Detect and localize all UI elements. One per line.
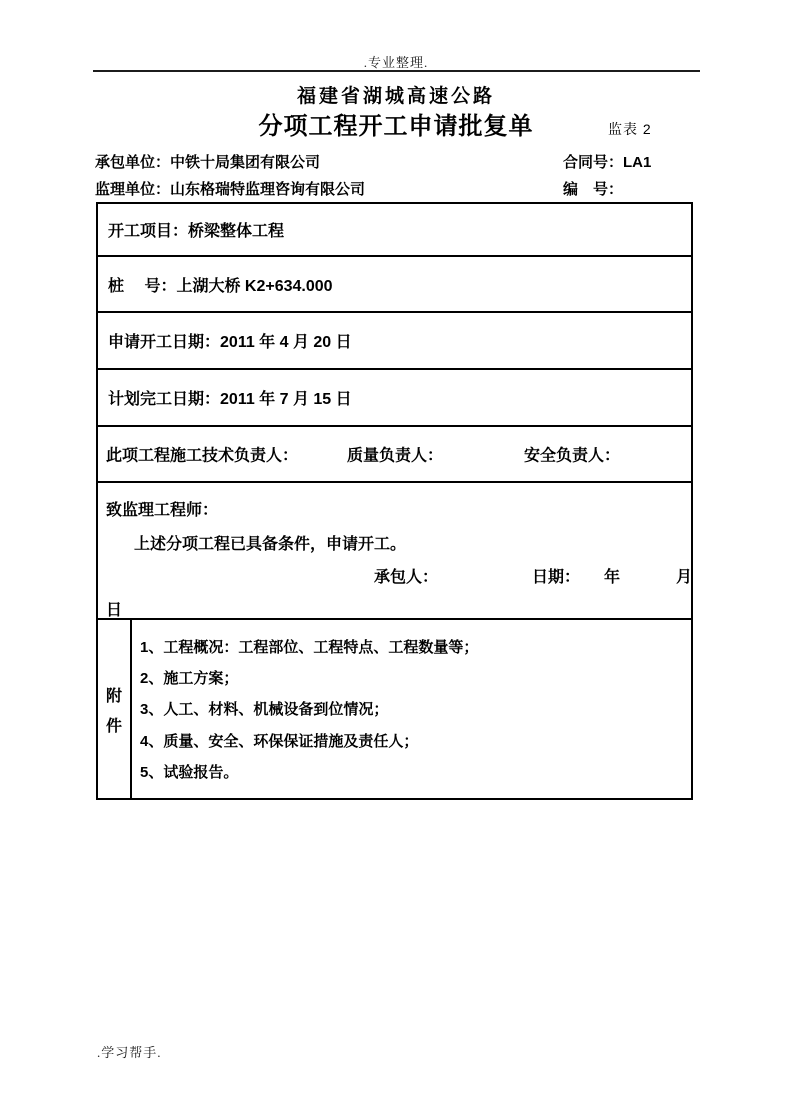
sign-date-label: 日期： [532,569,581,586]
supervisor-line [95,178,365,199]
footer-note: .学习帮手. [97,1045,162,1060]
contract-no-value: LA1 [623,154,652,171]
attachment-item: 4、质量、安全、环保保证措施及责任人； [140,732,419,750]
contract-no-label: 合同号： [563,154,624,171]
plan-date-value: 2011 年 7 月 15 日 [220,391,352,408]
serial-no-line [563,178,623,199]
form-title: 分项工程开工申请批复单 [258,113,534,140]
table-row-plan-date [98,370,691,427]
station-value: 上湖大桥 K2+634.000 [176,277,333,295]
contractor-line [95,151,320,172]
supervisor-value: 山东格瑞特监理咨询有限公司 [170,181,366,198]
tech-responsible-label: 此项工程施工技术负责人： [106,447,299,465]
table-row-application [98,483,691,620]
contractor-sign-label: 承包人： [374,569,439,586]
application-form-table [96,202,693,800]
attachment-header [98,620,132,798]
table-row-apply-date [98,313,691,370]
project-value: 桥梁整体工程 [188,223,285,240]
attachment-header-char-1: 附 [105,687,122,705]
header-note: .专业整理. [363,55,429,70]
statement-text: 上述分项工程已具备条件，申请开工。 [134,536,407,553]
contractor-label: 承包单位： [95,154,171,171]
safety-responsible-label: 安全负责人： [524,447,621,465]
salutation-text: 致监理工程师： [106,502,219,519]
serial-no-label: 编 号： [563,181,624,198]
apply-date-value: 2011 年 4 月 20 日 [220,334,352,351]
contract-no-line [563,151,651,172]
plan-date-label: 计划完工日期： [108,391,221,408]
attachment-item: 2、施工方案； [140,670,239,688]
attachment-header-char-2: 件 [105,717,122,735]
month-label: 月 [676,569,693,586]
attachment-item: 3、人工、材料、机械设备到位情况； [140,701,389,719]
table-row-project [98,204,691,257]
attachment-item: 1、工程概况：工程部位、工程特点、工程数量等； [140,639,479,657]
day-label: 日 [106,602,123,619]
table-row-station [98,257,691,313]
form-code-label: 监表 2 [608,121,652,137]
attachment-list [132,620,691,798]
table-row-attachment [98,620,691,798]
table-row-responsible [98,427,691,483]
supervisor-label: 监理单位： [95,181,171,198]
project-label: 开工项目： [108,223,189,240]
quality-responsible-label: 质量负责人： [347,447,444,465]
attachment-item: 5、试验报告。 [140,763,239,781]
contractor-value: 中铁十局集团有限公司 [170,154,321,171]
station-label: 桩 号： [108,277,177,295]
project-title: 福建省湖城高速公路 [296,86,495,107]
year-label: 年 [604,569,621,586]
apply-date-label: 申请开工日期： [108,334,221,351]
header-divider [93,70,700,72]
